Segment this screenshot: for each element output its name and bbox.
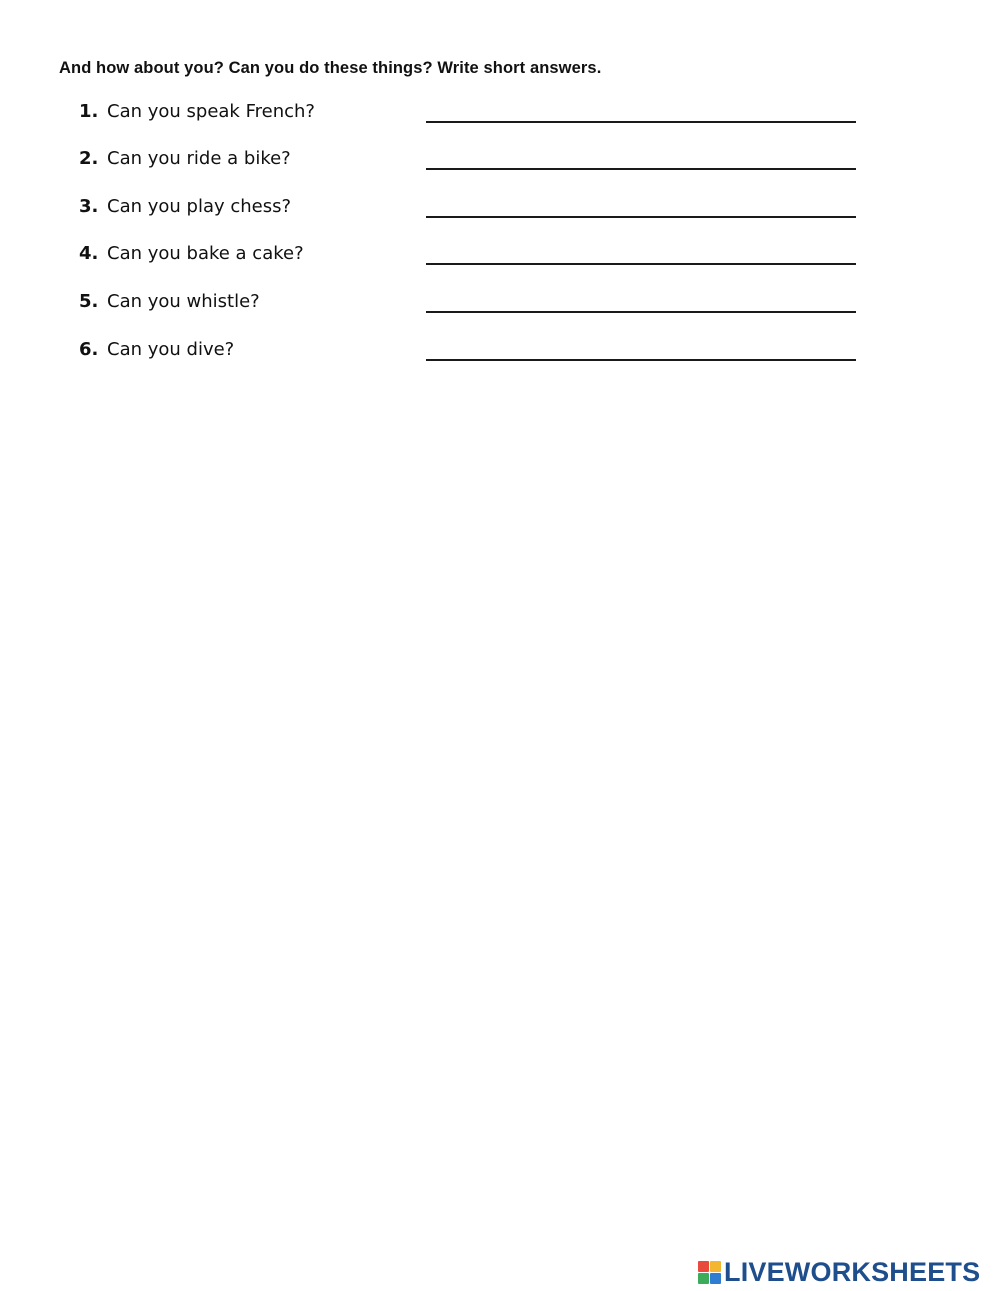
question-text: Can you dive? — [107, 339, 235, 360]
logo-block — [710, 1261, 721, 1272]
question-row — [0, 148, 1000, 188]
logo-block — [698, 1273, 709, 1284]
question-number: 1. — [79, 101, 99, 122]
answer-line[interactable] — [426, 216, 856, 218]
question-number: 3. — [79, 196, 99, 217]
question-row — [0, 291, 1000, 331]
answer-line[interactable] — [426, 263, 856, 265]
question-text: Can you speak French? — [107, 101, 315, 122]
question-number: 6. — [79, 339, 99, 360]
question-number: 5. — [79, 291, 99, 312]
question-text: Can you whistle? — [107, 291, 260, 312]
question-row — [0, 101, 1000, 141]
answer-line[interactable] — [426, 359, 856, 361]
question-text: Can you bake a cake? — [107, 243, 304, 264]
question-text: Can you ride a bike? — [107, 148, 291, 169]
answer-line[interactable] — [426, 168, 856, 170]
question-text: Can you play chess? — [107, 196, 292, 217]
logo-block — [698, 1261, 709, 1272]
question-list — [0, 0, 1000, 400]
question-number: 2. — [79, 148, 99, 169]
answer-line[interactable] — [426, 311, 856, 313]
question-row — [0, 196, 1000, 236]
answer-line[interactable] — [426, 121, 856, 123]
instruction-text: And how about you? Can you do these things? Write short answers. — [59, 59, 602, 77]
question-number: 4. — [79, 243, 99, 264]
question-row — [0, 339, 1000, 379]
question-row — [0, 243, 1000, 283]
liveworksheets-logo — [698, 1258, 980, 1286]
logo-text: LIVEWORKSHEETS — [724, 1257, 981, 1287]
logo-block — [710, 1273, 721, 1284]
logo-blocks-icon — [698, 1261, 721, 1284]
